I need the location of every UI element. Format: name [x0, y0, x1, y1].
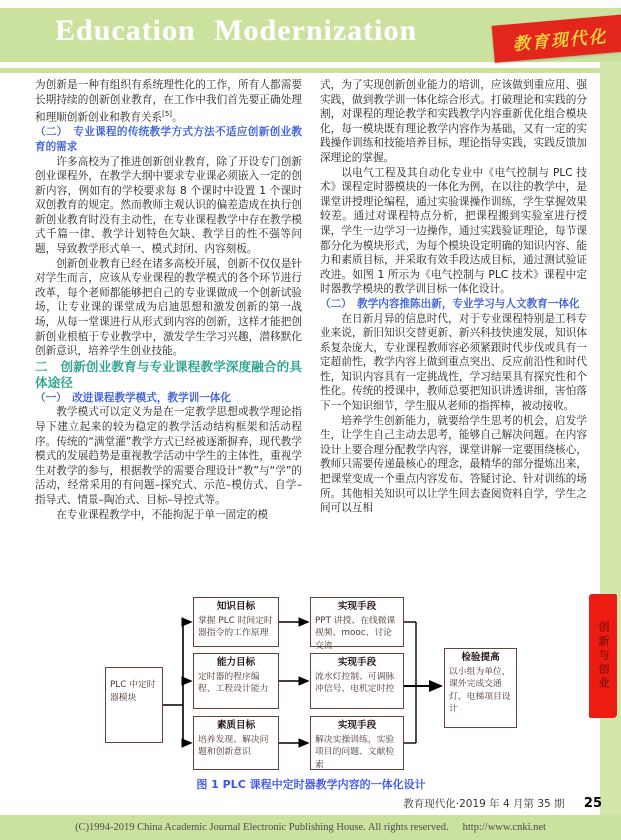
paragraph-continued: 式，为了实现创新创业能力的培训，应该做到重应用、强实践，做到教学训一体化综合形式。打破理论和实践的分割，对课程的理论教学和实践教学内容重新优化组合模块化，每一模块既有理论教学内容作为基础，又有一定的实践操作训练和技能培养目标，理论指导实践，实践反馈加深理论的掌握。: [320, 79, 587, 164]
flow-node-ability-goal: 能力目标 定时器的程序编程、工程设计能力: [193, 653, 279, 709]
column-tab-innovation-entrepreneurship: 创新与创业: [589, 594, 617, 718]
citation-ref: [5]: [162, 110, 173, 119]
copyright-bar: [0, 815, 621, 840]
journal-logo-text: 教育现代化: [512, 26, 609, 56]
flow-node-quality-goal: 素质目标 培养发现、解决问题和创新意识: [193, 716, 279, 770]
paragraph: 以电气工程及其自动化专业中《电气控制与 PLC 技术》课程定时器模块的一体化为例，在以往的教学中，是课堂讲授理论编程，通过实验课操作训练，学生掌握效果较差。通过对课程特点分析，把课程搬到实验室进行授课，学生一边学习一边操作，通过实践验证理论，每节课都分化为模块形式，为每个模块设定明确的知识内容、能力和素质目标，并采取有效手段达成目标，通过测试验证改进。如图 1 所示为《电气控制与 PLC 技术》课程中定时器教学模块的教学训目标一体化设计。: [320, 166, 587, 296]
flow-node-check-improve: 检验提高 以小组为单位，课外完成交通灯、电梯项目设计: [444, 648, 517, 728]
section-heading-2: 二 创新创业教育与专业课程教学深度融合的具体途径: [35, 358, 302, 390]
flow-node-plc-timer-module: PLC 中定时器模块: [105, 667, 163, 743]
left-column: [35, 78, 302, 594]
paragraph: 许多高校为了推进创新创业教育，除了开设专门创新创业课程外，在教学大纲中要求专业课必须嵌入一定的创新内容，例如有的学校要求每 8 个课时中设置 1 个课时双创教育的规定。然而教师主观认识的偏差造成在执行创新创业教育时没有主动性，在专业课程教学中存在教学模式千篇一律、教学计划特色欠缺、教学目的性不强等问题，导致教学形式单一、模式封闭、内容刻板。: [35, 155, 302, 256]
paragraph: 教学模式可以定义为是在一定教学思想或教学理论指导下建立起来的较为稳定的教学活动结构框架和活动程序。传统的“满堂灌”教学方式已经被逐渐摒弃，现代教学模式的发展趋势是重视教学活动中学生的主体性，重视学生对教学的参与，根据教学的需要合理设计“教”与“学”的活动，经常采用的有问题–探究式、示范–模仿式、自学–指导式、情景–陶冶式、目标–导控式等。: [35, 406, 302, 506]
paragraph: 在日新月异的信息时代，对于专业课程特别是工科专业来说，新旧知识交替更新、新兴科技快速发展，知识体系复杂庞大，专业课程教师容必须紧跟时代步伐或具有一定超前性，教学内容上做到重点突出、反应前沿性和时代性，知识内容具有一定挑战性，学习结果具有探究性和个性化。传统的授课中，教师总要把知识讲透讲细，害怕落下一个知识细节，学生服从老师的指挥棒，被动接收。: [320, 312, 587, 413]
paragraph-continued: 为创新是一种有组织有系统理性化的工作，所有人都需要长期持续的创新创业教育，在工作中我们首先要正确处理和理顺创新创业和教育关系[5]。: [35, 79, 302, 124]
right-column: [320, 78, 587, 594]
figure-1-caption: 图 1 PLC 课程中定时器教学内容的一体化设计: [196, 778, 426, 791]
article-body: [35, 78, 587, 594]
header-separator-green: [0, 68, 600, 73]
flow-node-means-2: 实现手段 流水灯控制、可调脉冲信号、电机定时控: [310, 653, 404, 709]
subheading-content-renewal: （二） 教学内容推陈出新，专业学习与人文教育一体化: [320, 297, 580, 310]
issue-line: [35, 796, 602, 811]
flow-node-means-3: 实现手段 解决实操训练，实验项目的问题、文献检索: [310, 716, 404, 770]
figure-1-flowchart: [30, 593, 575, 775]
copyright-text: (C)1994-2019 China Academic Journal Electronic Publishing House. All rights reserved.: [75, 822, 449, 833]
journal-title-english: Education Modernization: [55, 14, 418, 47]
subheading-improve-teaching-mode: （一） 改进课程教学模式，教学训一体化: [35, 391, 231, 404]
flow-node-knowledge-goal: 知识目标 掌握 PLC 时间定时器指令的工作原理: [193, 597, 279, 647]
issue-text: 教育现代化·2019 年 4 月第 35 期: [403, 798, 565, 810]
paragraph-last-left: 在专业课程教学中，不能拘泥于单一固定的模: [56, 508, 269, 521]
top-white-margin: [0, 0, 621, 8]
page-number: 25: [583, 796, 602, 811]
subheading-traditional-teaching: （二） 专业课程的传统教学方式方法不适应创新创业教育的需求: [35, 126, 302, 153]
cnki-url: http://www.cnki.net: [462, 822, 546, 833]
paragraph-last-right: 培养学生创新能力，就要给学生思考的机会，启发学生，让学生自己主动去思考，能够自己解决问题。在内容设计上要合理分配教学内容，课堂讲解一定要围绕核心，教师只需要传递最核心的理念，最精华的部分提炼出来，把课堂变成一个重点内容发布、答疑讨论、针对训练的场所。其他相关知识可以让学生回去查阅资料自学，学生之间可以互相: [320, 414, 587, 515]
paragraph: 创新创业教育已经在诸多高校开展，创新不仅仅是针对学生而言，应该从专业课程的教学模式的各个环节进行改革，每个老师都能够把自己的专业课做成一个创新试验场，让专业课的课堂成为启迪思想和激发创新的第一战场，从每一堂课进行从形式到内容的创新，这样才能把创新创业根植于专业教学中，激发学生学习兴趣，潜移默化创新意识，培养学生创业技能。: [35, 257, 302, 358]
flow-node-means-1: 实现手段 PPT 讲授、在线微课视频、mooc、讨论交流: [310, 597, 404, 647]
